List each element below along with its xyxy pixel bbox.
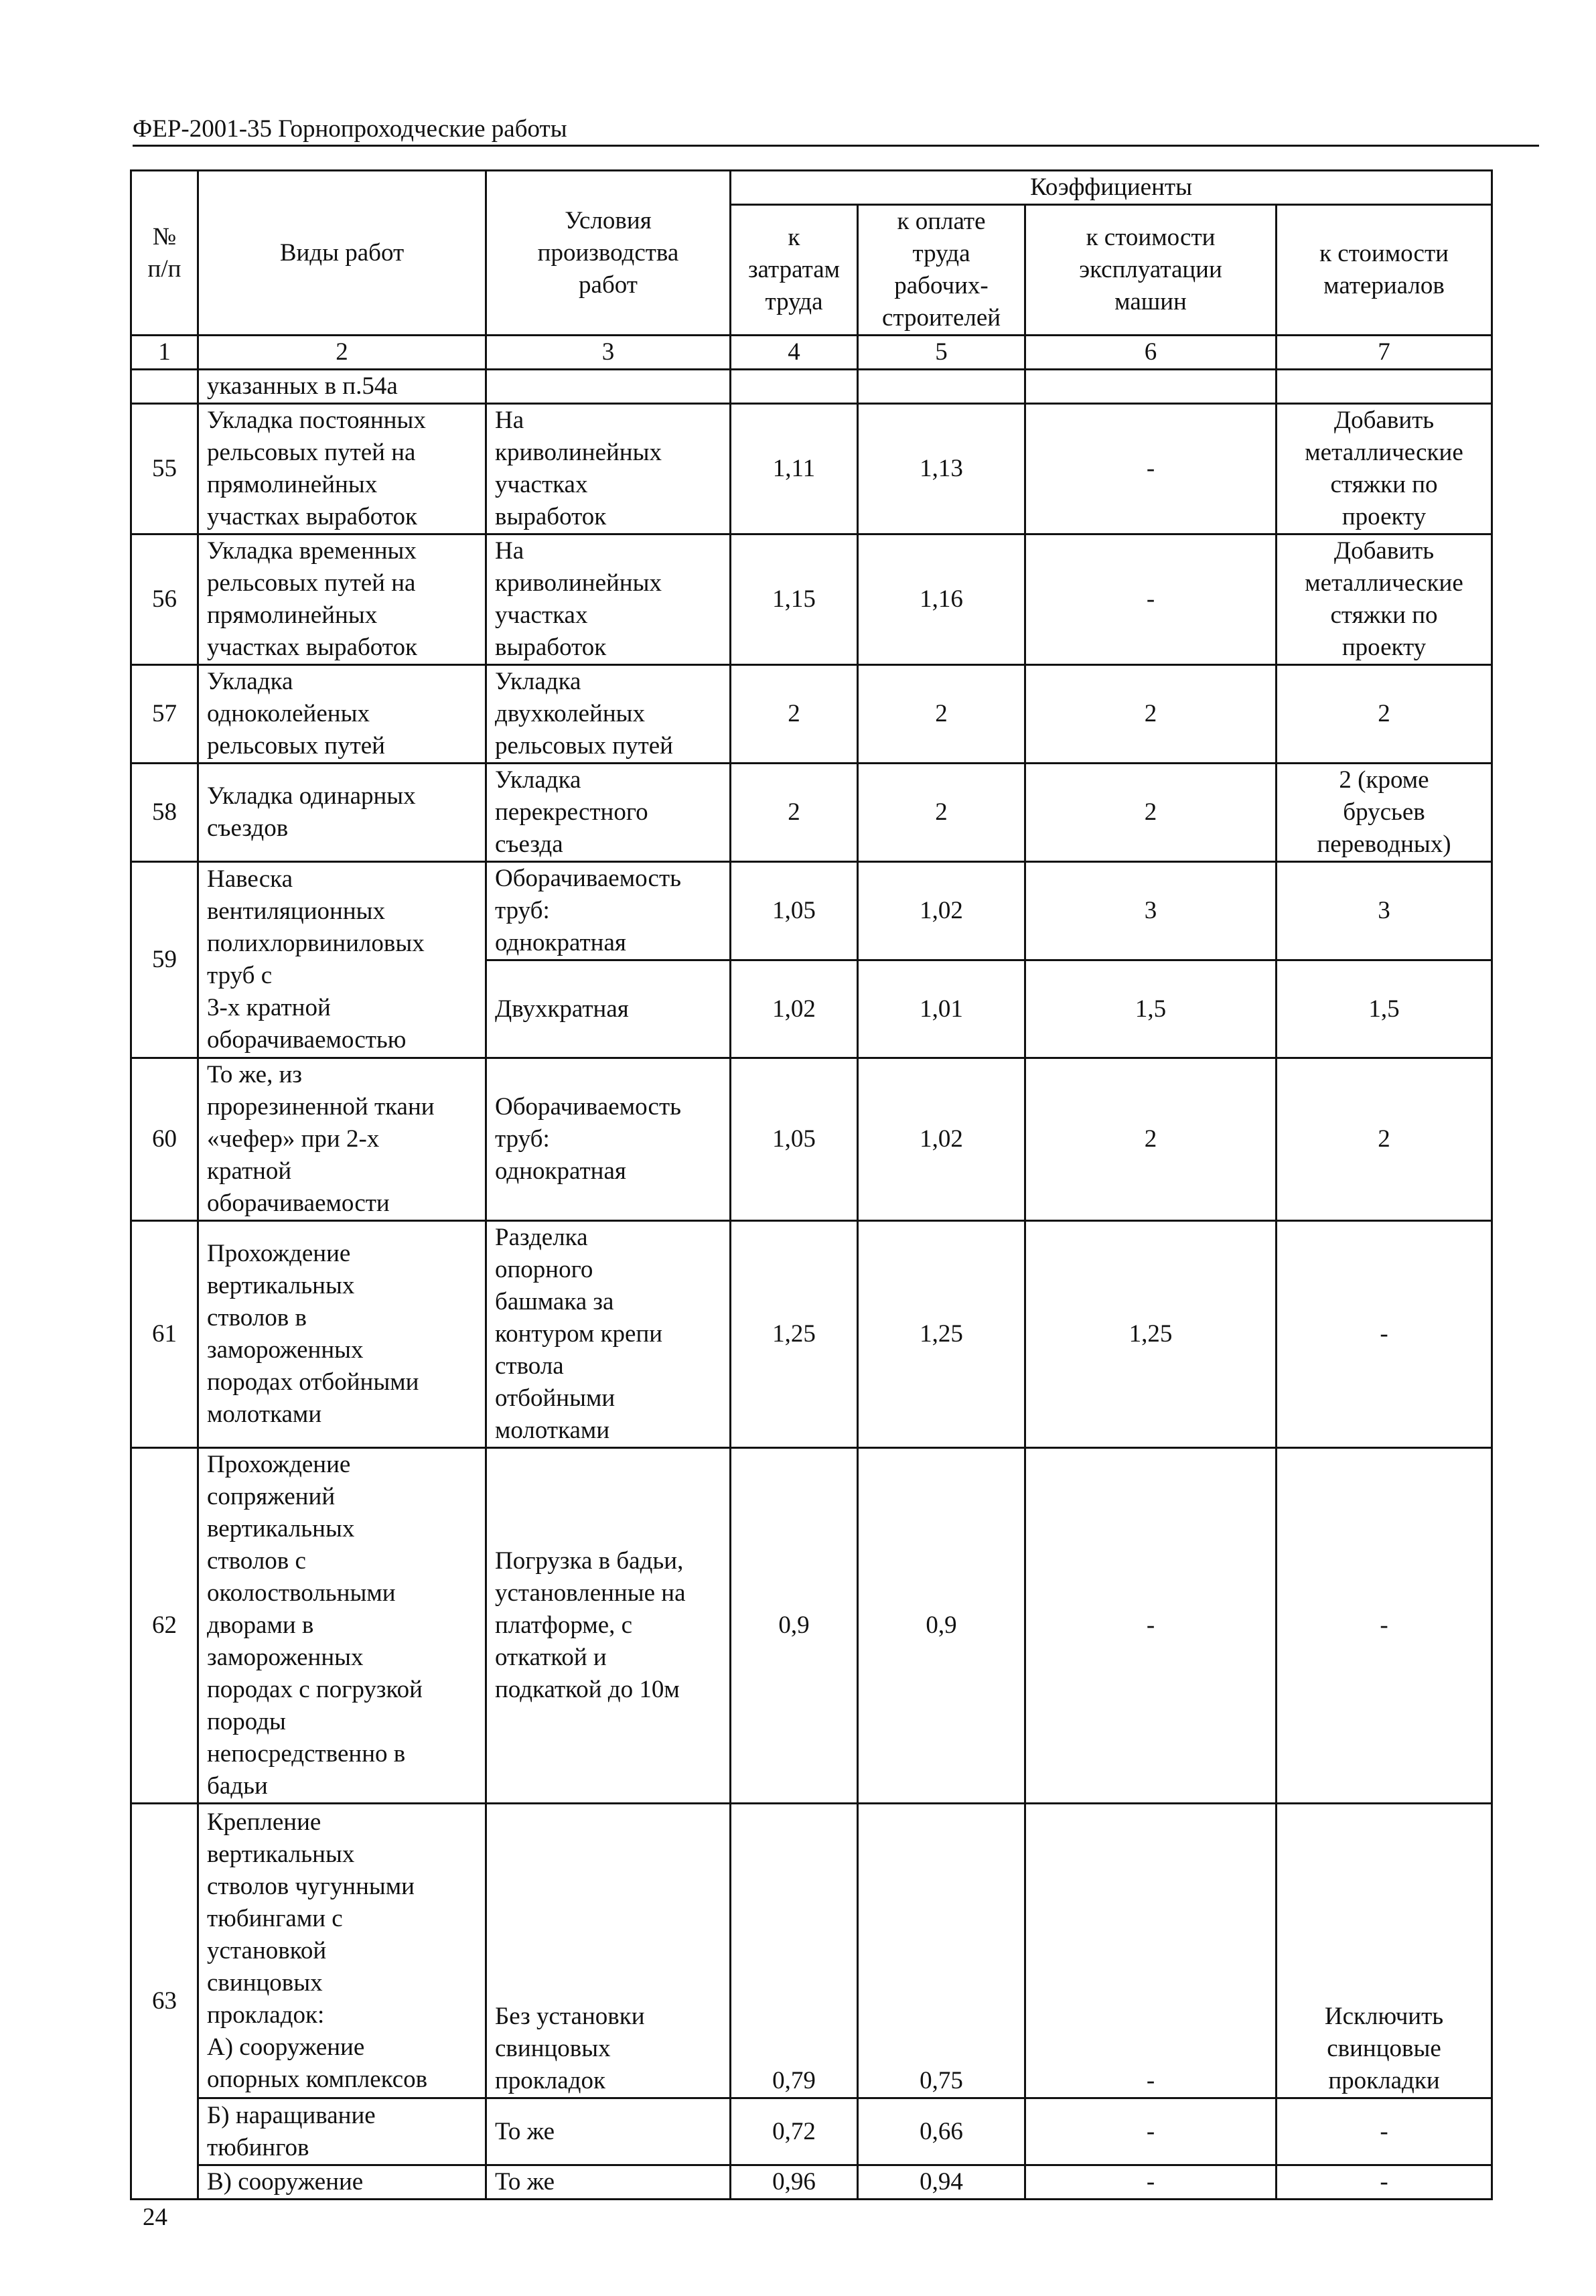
row-number: 61 (131, 1221, 198, 1448)
coef-wages: 1,01 (858, 960, 1025, 1058)
table-row (131, 862, 1492, 960)
header-coefficients: Коэффициенты (731, 171, 1492, 205)
coef-wages: 2 (858, 764, 1025, 862)
work-conditions: На криволинейных участках выработок (486, 534, 731, 665)
coef-machines: 2 (1025, 665, 1277, 764)
work-type: То же, из прорезиненной ткани «чефер» при 2-х кратной оборачиваемости (198, 1058, 486, 1221)
table-row (131, 534, 1492, 665)
coef-machines: - (1025, 1804, 1277, 2098)
continuation-row (131, 370, 1492, 404)
column-number-row (131, 336, 1492, 370)
coef-materials: 2 (кроме брусьев переводных) (1277, 764, 1492, 862)
coefficients-table (130, 169, 1493, 2200)
coef-machines: 2 (1025, 764, 1277, 862)
header-machines: к стоимости эксплуатации машин (1025, 205, 1277, 336)
col-number: 2 (198, 336, 486, 370)
table-row (131, 404, 1492, 534)
row-number: 62 (131, 1448, 198, 1804)
row-number: 56 (131, 534, 198, 665)
coef-labor: 0,9 (731, 1448, 858, 1804)
row-number: 55 (131, 404, 198, 534)
coef-machines: - (1025, 534, 1277, 665)
coef-labor: 1,11 (731, 404, 858, 534)
work-conditions: То же (486, 2165, 731, 2200)
coef-machines: - (1025, 2098, 1277, 2165)
coef-labor: 0,79 (731, 1804, 858, 2098)
table-row (131, 1448, 1492, 1804)
coef-wages: 1,13 (858, 404, 1025, 534)
work-type: Укладка постоянных рельсовых путей на прямолинейных участках выработок (198, 404, 486, 534)
work-type: Навеска вентиляционных полихлорвиниловых труб с 3-х кратной оборачиваемостью (198, 862, 486, 1058)
coef-machines: 3 (1025, 862, 1277, 960)
coef-machines: - (1025, 2165, 1277, 2200)
col-number: 5 (858, 336, 1025, 370)
coef-materials: 2 (1277, 665, 1492, 764)
work-type: Прохождение вертикальных стволов в замороженных породах отбойными молотками (198, 1221, 486, 1448)
coef-machines: - (1025, 404, 1277, 534)
coef-labor: 0,72 (731, 2098, 858, 2165)
work-conditions: Погрузка в бадьи, установленные на платформе, с откаткой и подкаткой до 10м (486, 1448, 731, 1804)
work-type: Укладка одинарных съездов (198, 764, 486, 862)
coef-wages: 1,02 (858, 1058, 1025, 1221)
coef-labor: 1,25 (731, 1221, 858, 1448)
coef-materials: Добавить металлические стяжки по проекту (1277, 404, 1492, 534)
coef-materials: 2 (1277, 1058, 1492, 1221)
header-work: Виды работ (198, 171, 486, 336)
coef-labor: 2 (731, 665, 858, 764)
col-number: 7 (1277, 336, 1492, 370)
table-row (131, 1058, 1492, 1221)
work-conditions: Укладка двухколейных рельсовых путей (486, 665, 731, 764)
coef-wages: 1,02 (858, 862, 1025, 960)
table-row (131, 1221, 1492, 1448)
coef-wages: 0,75 (858, 1804, 1025, 2098)
coef-labor: 1,05 (731, 1058, 858, 1221)
work-conditions: То же (486, 2098, 731, 2165)
coef-labor: 1,15 (731, 534, 858, 665)
col-number: 1 (131, 336, 198, 370)
work-type: Прохождение сопряжений вертикальных стволов с околоствольными дворами в замороженных породах с погрузкой породы непосредственно в бадьи (198, 1448, 486, 1804)
row-number: 57 (131, 665, 198, 764)
coef-machines: 2 (1025, 1058, 1277, 1221)
page-number: 24 (143, 2204, 167, 2231)
work-conditions: Разделка опорного башмака за контуром крепи ствола отбойными молотками (486, 1221, 731, 1448)
work-type: Крепление вертикальных стволов чугунными тюбингами с установкой свинцовых прокладок: А) сооружение опорных комплексов (198, 1804, 486, 2098)
work-type: Б) наращивание тюбингов (198, 2098, 486, 2165)
col-number: 3 (486, 336, 731, 370)
continuation-text: указанных в п.54а (198, 370, 486, 404)
table-row (131, 764, 1492, 862)
coef-machines: 1,25 (1025, 1221, 1277, 1448)
coef-machines: 1,5 (1025, 960, 1277, 1058)
coef-materials: Исключить свинцовые прокладки (1277, 1804, 1492, 2098)
row-number: 59 (131, 862, 198, 1058)
col-number: 4 (731, 336, 858, 370)
header-materials: к стоимости материалов (1277, 205, 1492, 336)
coef-materials: - (1277, 2165, 1492, 2200)
work-conditions: Без установки свинцовых прокладок (486, 1804, 731, 2098)
work-type: В) сооружение (198, 2165, 486, 2200)
coef-wages: 0,94 (858, 2165, 1025, 2200)
row-number: 58 (131, 764, 198, 862)
coef-materials: - (1277, 2098, 1492, 2165)
coef-labor: 1,02 (731, 960, 858, 1058)
header-num: № п/п (131, 171, 198, 336)
table-row (131, 2098, 1492, 2165)
coef-labor: 2 (731, 764, 858, 862)
coef-wages: 2 (858, 665, 1025, 764)
coef-labor: 1,05 (731, 862, 858, 960)
work-type: Укладка временных рельсовых путей на прямолинейных участках выработок (198, 534, 486, 665)
coef-wages: 1,25 (858, 1221, 1025, 1448)
work-type: Укладка одноколейеных рельсовых путей (198, 665, 486, 764)
coef-materials: - (1277, 1448, 1492, 1804)
coef-materials: 1,5 (1277, 960, 1492, 1058)
header-wages: к оплате труда рабочих- строителей (858, 205, 1025, 336)
coef-wages: 1,16 (858, 534, 1025, 665)
page-header: ФЕР-2001-35 Горнопроходческие работы (133, 114, 1539, 147)
coef-materials: 3 (1277, 862, 1492, 960)
table-row (131, 2165, 1492, 2200)
header-conditions: Условия производства работ (486, 171, 731, 336)
table-row (131, 1804, 1492, 2098)
row-number: 63 (131, 1804, 198, 2200)
work-conditions: Оборачиваемость труб: однократная (486, 1058, 731, 1221)
work-conditions: На криволинейных участках выработок (486, 404, 731, 534)
coef-wages: 0,9 (858, 1448, 1025, 1804)
coef-materials: - (1277, 1221, 1492, 1448)
work-conditions: Двухкратная (486, 960, 731, 1058)
coef-machines: - (1025, 1448, 1277, 1804)
coef-wages: 0,66 (858, 2098, 1025, 2165)
coef-materials: Добавить металлические стяжки по проекту (1277, 534, 1492, 665)
work-conditions: Оборачиваемость труб: однократная (486, 862, 731, 960)
table-row (131, 665, 1492, 764)
coef-labor: 0,96 (731, 2165, 858, 2200)
header-labor: к затратам труда (731, 205, 858, 336)
work-conditions: Укладка перекрестного съезда (486, 764, 731, 862)
row-number: 60 (131, 1058, 198, 1221)
col-number: 6 (1025, 336, 1277, 370)
